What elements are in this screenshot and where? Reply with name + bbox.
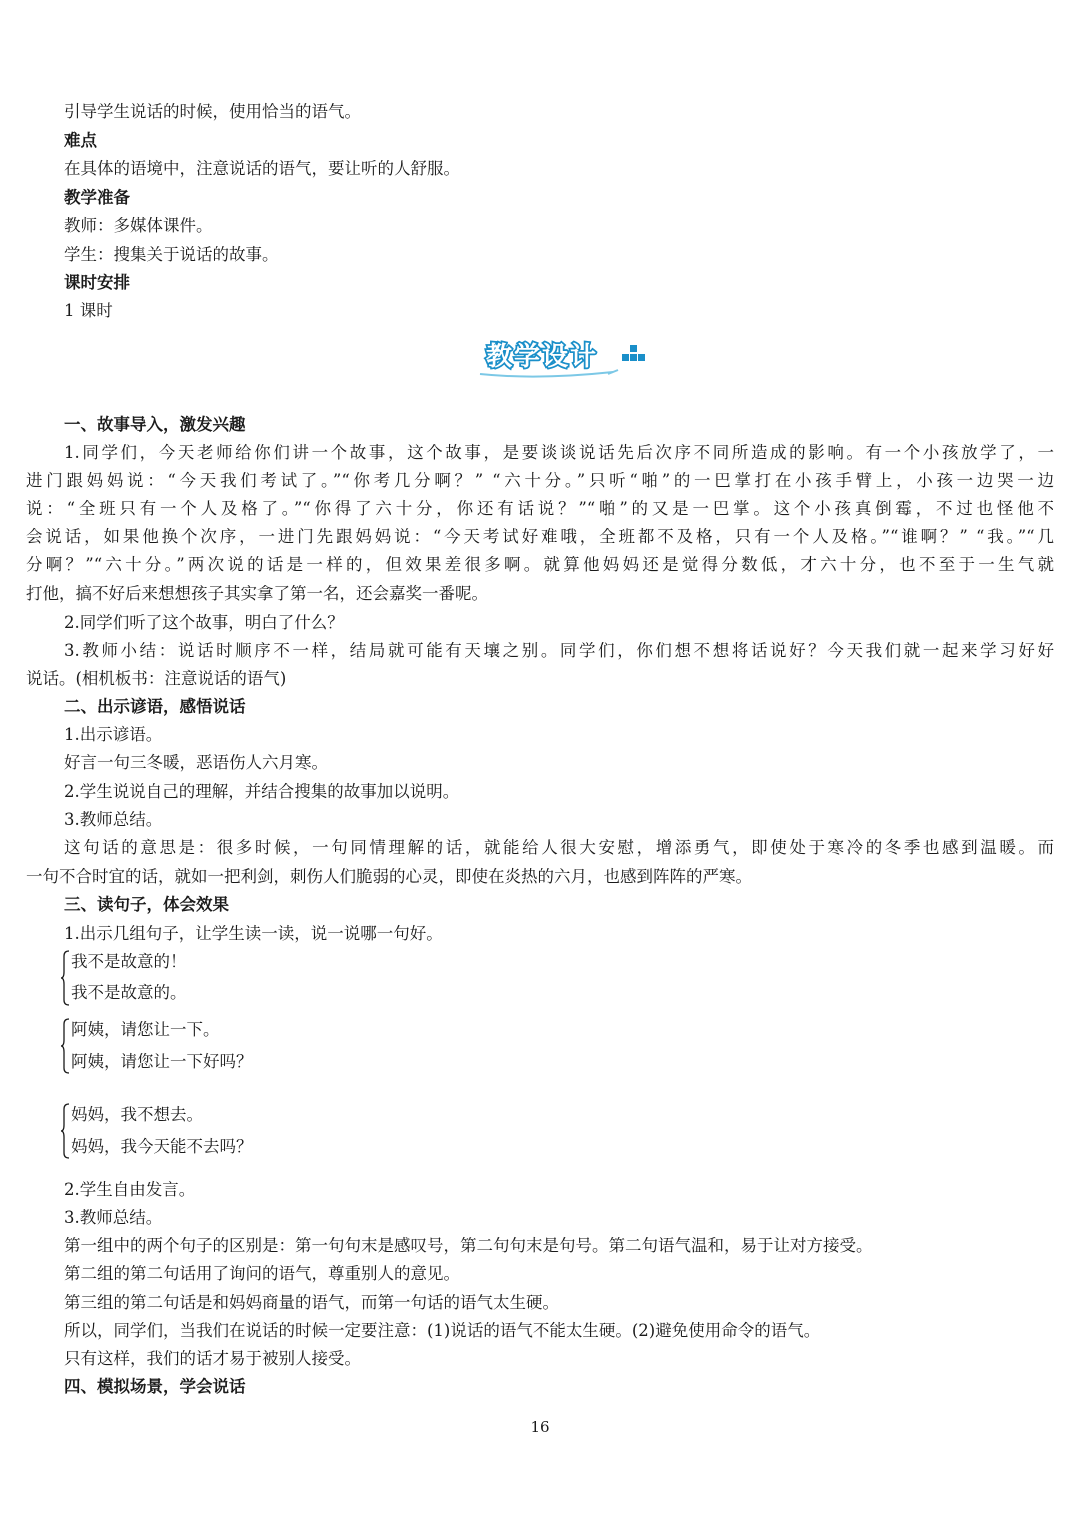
section-1-heading: 一、故事导入，激发兴趣 xyxy=(64,415,246,434)
brace-icon xyxy=(60,950,70,1006)
sec3-line: 2.学生自由发言。 xyxy=(64,1180,196,1199)
sec1-para1-line: 打他，搞不好后来想想孩子其实拿了第一名，还会嘉奖一番呢。 xyxy=(26,584,488,603)
sec1-para1-line: 说：“全班只有一个人及格了。”“你得了六十分，你还有话说？”“啪”的又是一巴掌。这个小孩真倒霉，不过也怪他不 xyxy=(26,499,1054,518)
proverb: 好言一句三冬暖，恶语伤人六月寒。 xyxy=(64,753,328,772)
prep-student: 学生：搜集关于说话的故事。 xyxy=(64,245,279,264)
sec3-line: 3.教师总结。 xyxy=(64,1208,163,1227)
banner-graphic xyxy=(478,334,648,382)
section-banner xyxy=(478,334,648,382)
difficulty-text: 在具体的语境中，注意说话的语气，要让听的人舒服。 xyxy=(64,159,460,178)
prep-heading: 教学准备 xyxy=(64,188,130,207)
sentence-group-1-a: 我不是故意的！ xyxy=(71,952,187,971)
section-2-heading: 二、出示谚语，感悟说话 xyxy=(64,697,246,716)
prep-teacher: 教师：多媒体课件。 xyxy=(64,216,213,235)
sec3-summary-line: 所以，同学们，当我们在说话的时候一定要注意：(1)说话的语气不能太生硬。(2)避免使用命令的语气。 xyxy=(64,1321,821,1340)
sentence-group-3-b: 妈妈，我今天能不去吗？ xyxy=(71,1137,253,1156)
sec1-para1-line: 会说话，如果他换个次序，一进门先跟妈妈说：“今天考试好难哦，全班都不及格，只有一个人及格。”“谁啊？” “我。”“几 xyxy=(26,527,1054,546)
sec3-summary-line: 第一组中的两个句子的区别是：第一句句末是感叹号，第二句句末是句号。第二句语气温和，易于让对方接受。 xyxy=(64,1236,873,1255)
sec2-para-line: 这句话的意思是：很多时候，一句同情理解的话，就能给人很大安慰，增添勇气，即使处于寒冷的冬季也感到温暖。而 xyxy=(64,838,1054,857)
sec1-para1-line: 1.同学们，今天老师给你们讲一个故事，这个故事，是要谈谈说话先后次序不同所造成的影响。有一个小孩放学了，一 xyxy=(64,443,1054,462)
banner-title: 教学设计 xyxy=(486,342,599,372)
sec2-line: 1.出示谚语。 xyxy=(64,725,163,744)
brace-icon xyxy=(60,1103,70,1159)
sentence-group-2-b: 阿姨，请您让一下好吗？ xyxy=(71,1052,253,1071)
schedule-text: 1 课时 xyxy=(64,301,113,320)
sec1-para1-line: 进门跟妈妈说：“今天我们考试了。”“你考几分啊？” “六十分。”只听“啪”的一巴掌打在小孩手臂上，小孩一边哭一边 xyxy=(26,471,1054,490)
sec1-para3-line: 说话。(相机板书：注意说话的语气) xyxy=(26,669,287,688)
difficulty-heading: 难点 xyxy=(64,131,97,150)
sec3-summary-line: 第二组的第二句话用了询问的语气，尊重别人的意见。 xyxy=(64,1264,460,1283)
sec2-line: 3.教师总结。 xyxy=(64,810,163,829)
sentence-group-2-a: 阿姨，请您让一下。 xyxy=(71,1020,220,1039)
sec3-summary-line: 只有这样，我们的话才易于被别人接受。 xyxy=(64,1349,361,1368)
sec1-para1-line: 分啊？”“六十分。”两次说的话是一样的，但效果差很多啊。就算他妈妈还是觉得分数低，才六十分，也不至于一生气就 xyxy=(26,555,1054,574)
section-3-heading: 三、读句子，体会效果 xyxy=(64,895,229,914)
schedule-heading: 课时安排 xyxy=(64,273,130,292)
sec2-para-line: 一句不合时宜的话，就如一把利剑，刺伤人们脆弱的心灵，即使在炎热的六月，也感到阵阵的严寒。 xyxy=(26,867,752,886)
sentence-group-1-b: 我不是故意的。 xyxy=(71,983,187,1002)
sentence-group-3-a: 妈妈，我不想去。 xyxy=(71,1105,203,1124)
brace-icon xyxy=(60,1018,70,1074)
page-number: 16 xyxy=(530,1418,550,1436)
intro-line: 引导学生说话的时候，使用恰当的语气。 xyxy=(64,102,361,121)
sec3-line: 1.出示几组句子，让学生读一读，说一说哪一句好。 xyxy=(64,924,443,943)
sec2-line: 2.学生说说自己的理解，并结合搜集的故事加以说明。 xyxy=(64,782,460,801)
sec1-para2: 2.同学们听了这个故事，明白了什么？ xyxy=(64,613,344,632)
section-4-heading: 四、模拟场景，学会说话 xyxy=(64,1377,246,1396)
sec3-summary-line: 第三组的第二句话是和妈妈商量的语气，而第一句话的语气太生硬。 xyxy=(64,1293,559,1312)
sec1-para3-line: 3.教师小结：说话时顺序不一样，结局就可能有天壤之别。同学们，你们想不想将话说好？今天我们就一起来学习好好 xyxy=(64,641,1054,660)
